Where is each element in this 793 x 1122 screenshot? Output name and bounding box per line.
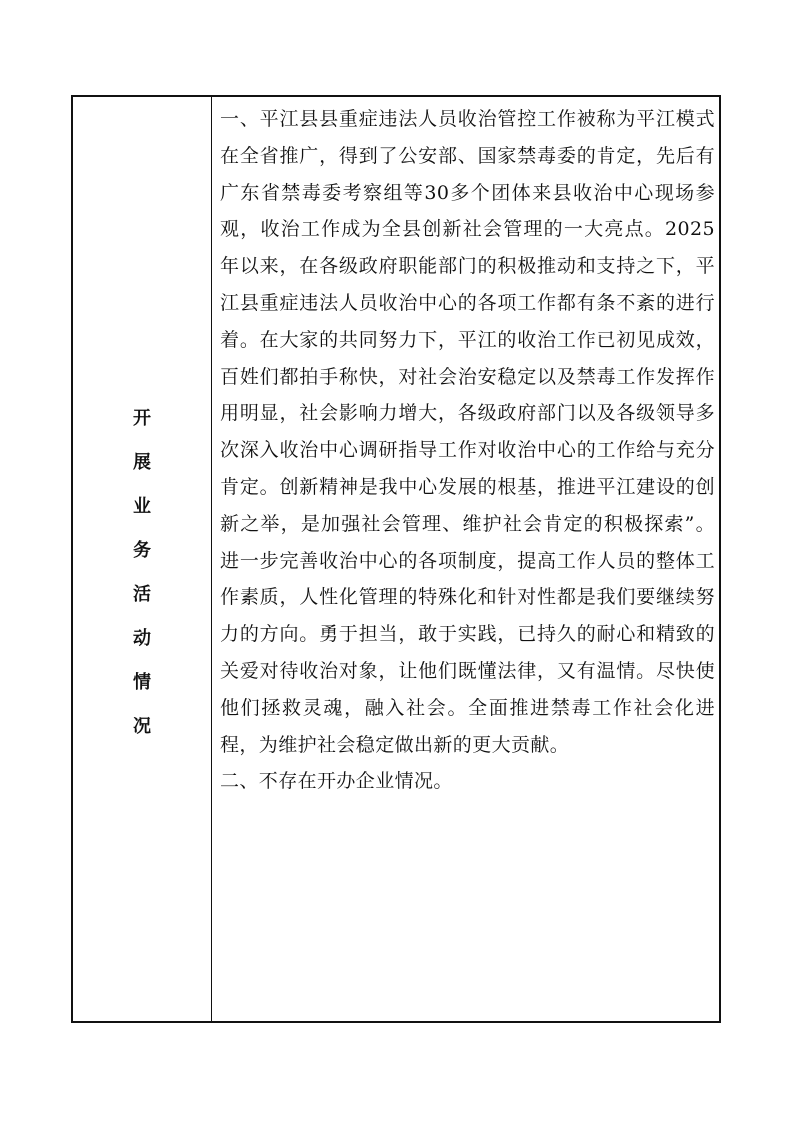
section-label-cell <box>73 97 212 1021</box>
section-label <box>73 397 211 749</box>
section-label-char: 开 <box>133 408 151 429</box>
section-content-cell <box>212 97 719 1021</box>
section-label-char: 况 <box>133 716 151 737</box>
section-label-char: 动 <box>133 628 151 649</box>
section-label-char: 展 <box>133 452 151 473</box>
content-paragraph-2: 二、不存在开办企业情况。 <box>220 770 453 793</box>
activity-form-table <box>71 95 721 1023</box>
section-label-char: 情 <box>133 672 151 693</box>
section-label-char: 业 <box>133 496 151 517</box>
content-paragraph-1: 一、平江县县重症违法人员收治管控工作被称为平江模式在全省推广，得到了公安部、国家禁毒委的肯定，先后有广东省禁毒委考察组等30多个团体来县收治中心现场参观，收治工作成为全县创新社会管理的一大亮点。2025年以来，在各级政府职能部门的积极推动和支持之下，平江县重症违法人员收治中心的各项工作都有条不紊的进行着。在大家的共同努力下，平江的收治工作已初见成效，百姓们都拍手称快，对社会治安稳定以及禁毒工作发挥作用明显，社会影响力增大，各级政府部门以及各级领导多次深入收治中心调研指导工作对收治中心的工作给与充分肯定。创新精神是我中心发展的根基，推进平江建设的创新之举，是加强社会管理、维护社会肯定的积极探索”。进一步完善收治中心的各项制度，提高工作人员的整体工作素质，人性化管理的特殊化和针对性都是我们要继续努力的方向。勇于担当，敢于实践，已持久的耐心和精致的关爱对待收治对象，让他们既懂法律，又有温情。尽快使他们拯救灵魂，融入社会。全面推进禁毒工作社会化进程，为维护社会稳定做出新的更大贡献。 <box>220 108 715 756</box>
section-label-char: 活 <box>133 584 151 605</box>
section-label-char: 务 <box>133 540 151 561</box>
